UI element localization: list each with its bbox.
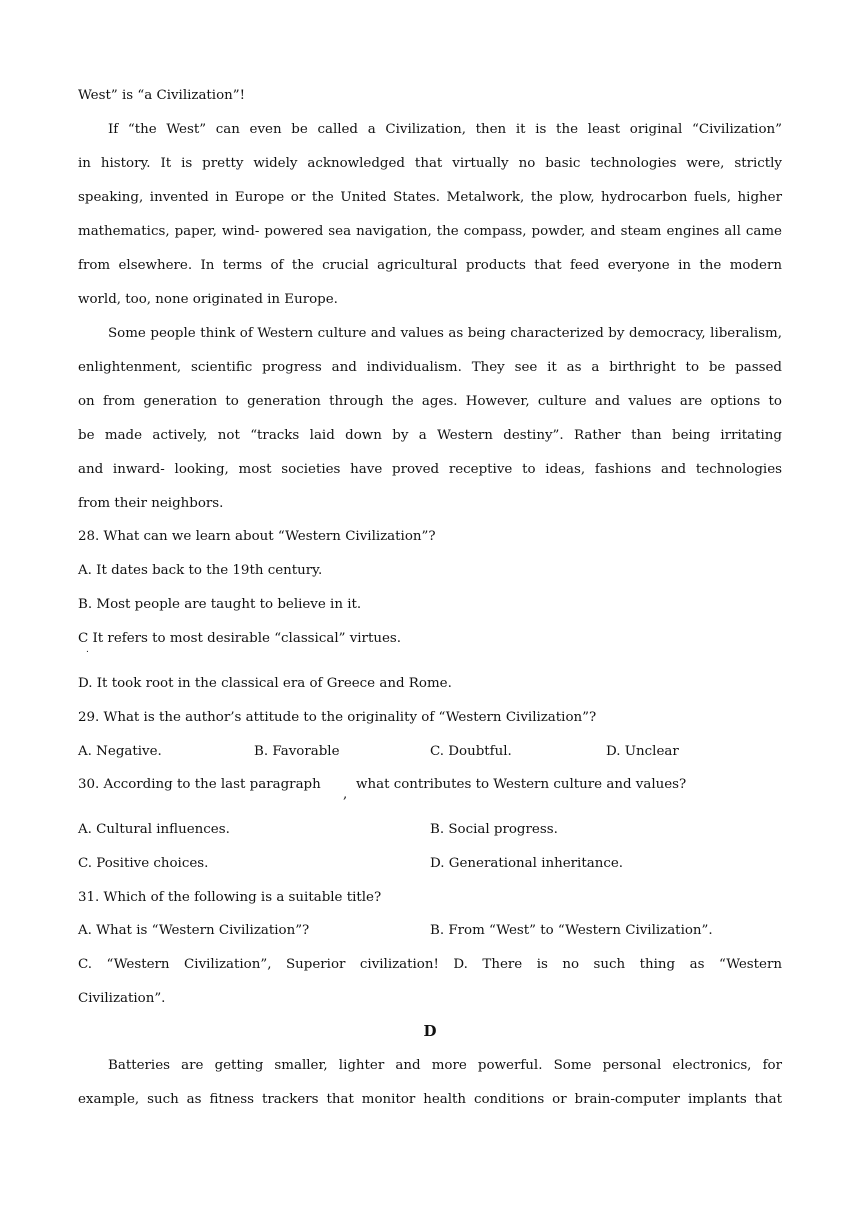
passage-line: mathematics, paper, wind- powered sea navigation, the compass, powder, and steam engines all came [78, 224, 782, 239]
passage-line: Some people think of Western culture and values as being characterized by democracy, liberalism, [108, 326, 782, 341]
passage-line: be made actively, not “tracks laid down by a Western destiny”. Rather than being irritating [78, 428, 782, 443]
passage-line: Batteries are getting smaller, lighter and more powerful. Some personal electronics, for [108, 1058, 782, 1073]
option-b: B. Favorable [254, 744, 340, 759]
question-stem: 30. According to the last paragraph [78, 777, 321, 792]
question-stem: 29. What is the author’s attitude to the originality of “Western Civilization”? [78, 710, 597, 725]
question-stem: 31. Which of the following is a suitable title? [78, 890, 382, 905]
option-b: B. Most people are taught to believe in it. [78, 597, 362, 612]
option-c: C. Doubtful. [430, 744, 512, 759]
question-stem: 28. What can we learn about “Western Civilization”? [78, 529, 436, 544]
question-stem-comma: , [343, 787, 348, 802]
passage-line: West” is “a Civilization”! [78, 88, 246, 103]
option-a: A. What is “Western Civilization”? [78, 923, 310, 938]
option-c-d: C. “Western Civilization”, Superior civilization! D. There is no such thing as “Western [78, 957, 782, 972]
passage-line: on from generation to generation through the ages. However, culture and values are options to [78, 394, 782, 409]
question-stem: what contributes to Western culture and values? [356, 777, 687, 792]
passage-line: and inward- looking, most societies have proved receptive to ideas, fashions and technologies [78, 462, 782, 477]
passage-line: If “the West” can even be called a Civilization, then it is the least original “Civilization” [108, 122, 782, 137]
option-a: A. Cultural influences. [78, 822, 230, 837]
option-d-continued: Civilization”. [78, 991, 166, 1006]
option-b: B. From “West” to “Western Civilization”. [430, 923, 713, 938]
passage-line: example, such as fitness trackers that monitor health conditions or brain-computer implants that [78, 1092, 782, 1107]
passage-line: world, too, none originated in Europe. [78, 292, 338, 307]
option-d: D. Generational inheritance. [430, 856, 624, 871]
passage-line: in history. It is pretty widely acknowledged that virtually no basic technologies were, strictly [78, 156, 782, 171]
option-c: C It refers to most desirable “classical” virtues. [78, 631, 402, 646]
option-d: D. Unclear [606, 744, 679, 759]
passage-line: from their neighbors. [78, 496, 224, 511]
stray-mark: . [86, 645, 89, 655]
option-a: A. Negative. [78, 744, 162, 759]
option-d: D. It took root in the classical era of Greece and Rome. [78, 676, 452, 691]
passage-line: from elsewhere. In terms of the crucial agricultural products that feed everyone in the modern [78, 258, 782, 273]
option-c: C. Positive choices. [78, 856, 209, 871]
option-b: B. Social progress. [430, 822, 558, 837]
passage-line: speaking, invented in Europe or the United States. Metalwork, the plow, hydrocarbon fuels, higher [78, 190, 782, 205]
option-a: A. It dates back to the 19th century. [78, 563, 323, 578]
passage-line: enlightenment, scientific progress and individualism. They see it as a birthright to be passed [78, 360, 782, 375]
section-heading: D [423, 1022, 437, 1040]
